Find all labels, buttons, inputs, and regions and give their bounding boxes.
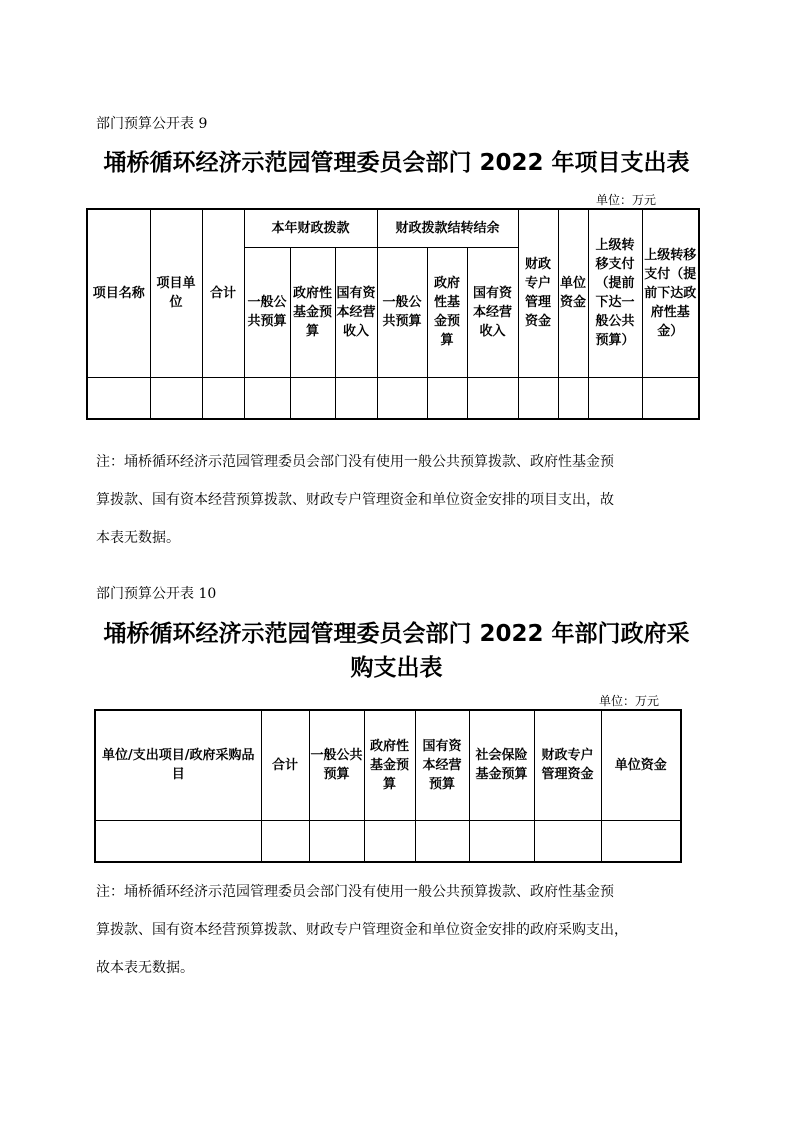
table10-note-line: 注：埇桥循环经济示范园管理委员会部门没有使用一般公共预算拨款、政府性基金预	[96, 884, 614, 900]
table10-note	[96, 873, 696, 987]
empty-cell	[518, 377, 558, 419]
th-item: 单位/支出项目/政府采购品目	[95, 710, 261, 820]
empty-cell	[244, 377, 290, 419]
th-project-unit: 项目单位	[150, 209, 202, 377]
th-co-soe: 国有资本经营收入	[467, 247, 518, 377]
empty-cell	[642, 377, 699, 419]
empty-cell	[309, 820, 364, 862]
th-general: 一般公共预算	[309, 710, 364, 820]
empty-cell	[377, 377, 427, 419]
empty-cell	[87, 377, 150, 419]
empty-cell	[364, 820, 415, 862]
empty-cell	[467, 377, 518, 419]
th-cy-general: 一般公共预算	[244, 247, 290, 377]
th-transfer-gov-fund: 上级转移支付（提前下达政府性基金）	[642, 209, 699, 377]
table9-title: 埇桥循环经济示范园管理委员会部门 2022 年项目支出表	[103, 150, 690, 176]
table9-note	[96, 443, 696, 557]
empty-cell	[427, 377, 467, 419]
table10-title-line: 购支出表	[350, 655, 443, 681]
empty-cell	[261, 820, 309, 862]
empty-cell	[415, 820, 469, 862]
empty-cell	[469, 820, 534, 862]
table10-title-line: 埇桥循环经济示范园管理委员会部门 2022 年部门政府采	[103, 621, 690, 647]
th-social-insurance: 社会保险基金预算	[469, 710, 534, 820]
table10-unit: 单位：万元	[599, 694, 660, 708]
th-cy-gov-fund: 政府性基金预算	[290, 247, 335, 377]
th-total: 合计	[261, 710, 309, 820]
empty-cell	[150, 377, 202, 419]
project-expenditure-table	[86, 208, 700, 420]
table10-title	[40, 617, 753, 685]
table-row	[87, 377, 699, 419]
empty-cell	[202, 377, 244, 419]
th-transfer-general: 上级转移支付（提前下达一般公共预算）	[588, 209, 642, 377]
table10-note-line: 故本表无数据。	[96, 960, 194, 976]
empty-cell	[558, 377, 588, 419]
th-gov-fund: 政府性基金预算	[364, 710, 415, 820]
empty-cell	[335, 377, 377, 419]
table9-note-line: 本表无数据。	[96, 530, 180, 546]
empty-cell	[95, 820, 261, 862]
procurement-expenditure-table	[94, 709, 682, 863]
table9-note-line: 算拨款、国有资本经营预算拨款、财政专户管理资金和单位资金安排的项目支出，故	[96, 492, 614, 508]
th-special-account: 财政专户管理资金	[518, 209, 558, 377]
table9-note-line: 注：埇桥循环经济示范园管理委员会部门没有使用一般公共预算拨款、政府性基金预	[96, 454, 614, 470]
th-total: 合计	[202, 209, 244, 377]
th-current-year-group: 本年财政拨款	[244, 209, 377, 247]
table9-unit: 单位：万元	[596, 193, 657, 207]
empty-cell	[601, 820, 681, 862]
th-co-general: 一般公共预算	[377, 247, 427, 377]
th-project-name: 项目名称	[87, 209, 150, 377]
empty-cell	[534, 820, 601, 862]
empty-cell	[588, 377, 642, 419]
table10-label: 部门预算公开表 10	[96, 586, 217, 602]
th-cy-soe: 国有资本经营收入	[335, 247, 377, 377]
th-carryover-group: 财政拨款结转结余	[377, 209, 518, 247]
th-unit-funds: 单位资金	[558, 209, 588, 377]
table9-label: 部门预算公开表 9	[96, 116, 208, 132]
table-row	[95, 820, 681, 862]
th-unit-funds: 单位资金	[601, 710, 681, 820]
table10-note-line: 算拨款、国有资本经营预算拨款、财政专户管理资金和单位资金安排的政府采购支出，	[96, 922, 628, 938]
th-soe: 国有资本经营预算	[415, 710, 469, 820]
th-special-account: 财政专户管理资金	[534, 710, 601, 820]
th-co-gov-fund: 政府性基金预算	[427, 247, 467, 377]
empty-cell	[290, 377, 335, 419]
